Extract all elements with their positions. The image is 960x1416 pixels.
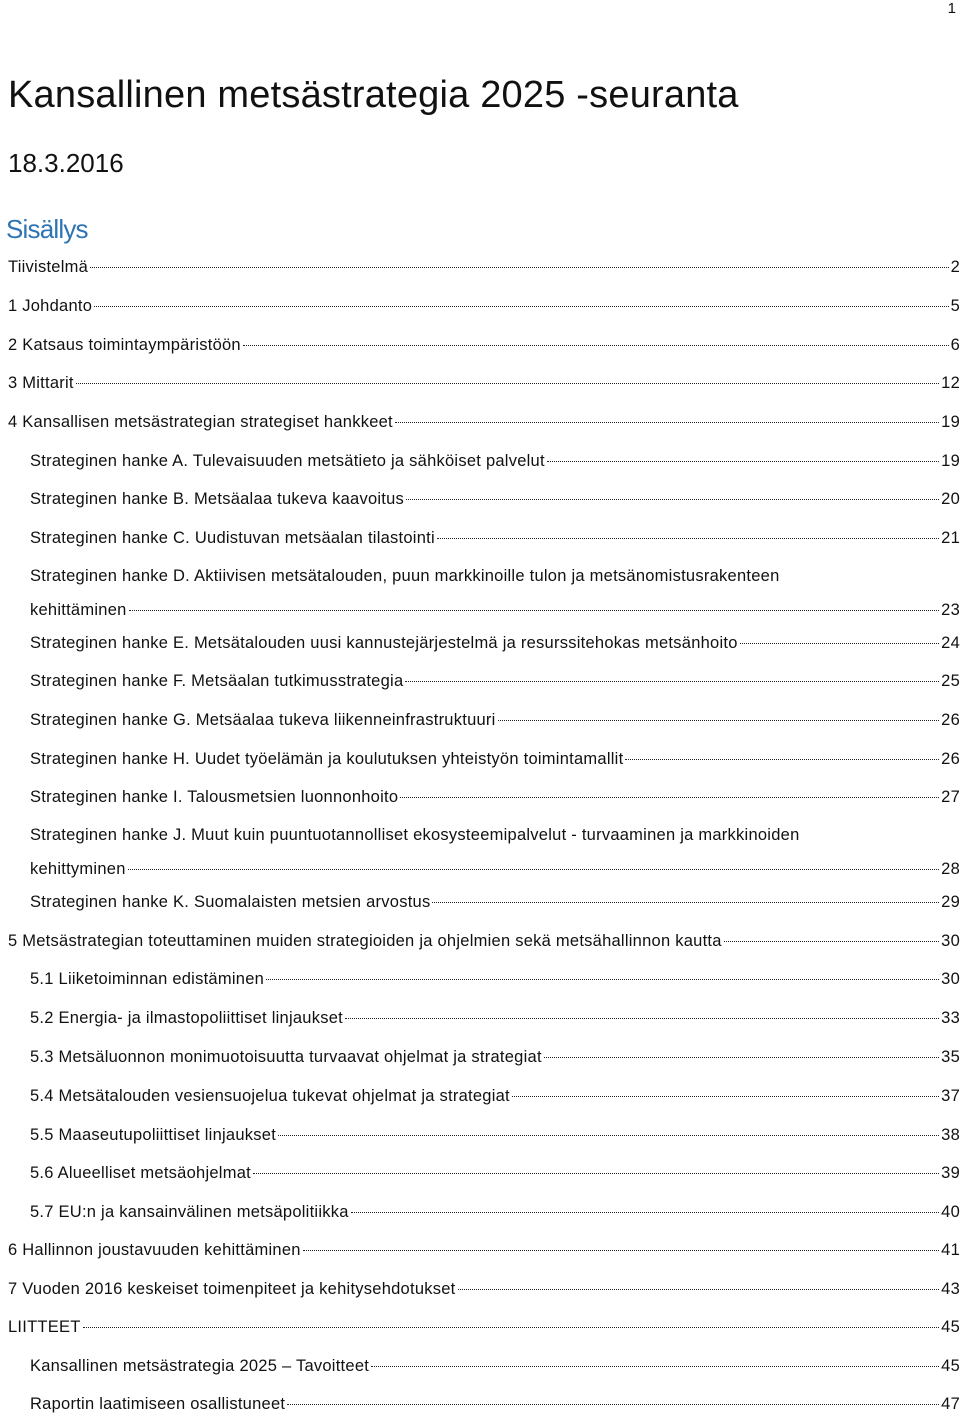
toc-entry-page: 47 <box>941 1395 960 1413</box>
toc-leader <box>740 643 939 644</box>
toc-entry-text-continued: kehittäminen <box>30 601 127 619</box>
toc-entry-text: 5 Metsästrategian toteuttaminen muiden strategioiden ja ohjelmien sekä metsähallinnon kautta <box>8 932 722 950</box>
toc-entry-page: 26 <box>941 750 960 768</box>
toc-entry-text: Strateginen hanke K. Suomalaisten metsien arvostus <box>30 893 431 911</box>
toc-entry-page: 12 <box>941 374 960 392</box>
toc-entry-page: 24 <box>941 634 960 652</box>
toc-entry-text: 5.2 Energia- ja ilmastopoliittiset linjaukset <box>30 1009 343 1027</box>
toc-entry-page: 41 <box>941 1241 960 1259</box>
toc-entry-5-4[interactable] <box>30 1086 960 1106</box>
toc-entry-5-5[interactable] <box>30 1125 960 1145</box>
toc-entry-hanke-i[interactable] <box>30 787 960 807</box>
toc-entry-text: LIITTEET <box>8 1318 81 1336</box>
toc-leader <box>345 1018 939 1019</box>
toc-leader <box>498 720 940 721</box>
toc-entry-5-2[interactable] <box>30 1008 960 1028</box>
toc-entry-tavoitteet[interactable] <box>30 1356 960 1376</box>
toc-entry-text: 6 Hallinnon joustavuuden kehittäminen <box>8 1241 301 1259</box>
toc-entry-osallistuneet[interactable] <box>30 1394 960 1414</box>
toc-entry-toteuttaminen[interactable] <box>8 931 960 951</box>
toc-entry-page: 20 <box>941 490 960 508</box>
toc-entry-strategiset-hankkeet[interactable] <box>8 412 960 432</box>
toc-entry-text: 5.4 Metsätalouden vesiensuojelua tukevat ohjelmat ja strategiat <box>30 1087 510 1105</box>
toc-entry-page: 21 <box>941 529 960 547</box>
toc-entry-tiivistelma[interactable] <box>8 257 960 277</box>
toc-leader <box>371 1366 939 1367</box>
toc-entry-page: 45 <box>941 1357 960 1375</box>
toc-entry-text: Strateginen hanke E. Metsätalouden uusi kannustejärjestelmä ja resurssitehokas metsänhoito <box>30 634 738 652</box>
toc-entry-text: Strateginen hanke B. Metsäalaa tukeva kaavoitus <box>30 490 405 508</box>
toc-entry-text: 5.5 Maaseutupoliittiset linjaukset <box>30 1126 277 1144</box>
toc-entry-text: Kansallinen metsästrategia 2025 – Tavoitteet <box>30 1357 370 1375</box>
toc-leader <box>351 1212 939 1213</box>
toc-entry-text: 5.6 Alueelliset metsäohjelmat <box>30 1164 251 1182</box>
toc-leader <box>128 869 940 870</box>
toc-entry-toimenpiteet[interactable] <box>8 1279 960 1299</box>
toc-leader <box>76 383 939 384</box>
toc-entry-text: 5.1 Liiketoiminnan edistäminen <box>30 970 265 988</box>
toc-entry-katsaus[interactable] <box>8 335 960 355</box>
toc-entry-text: Strateginen hanke C. Uudistuvan metsäalan tilastointi <box>30 529 435 547</box>
toc-entry-page: 30 <box>941 970 960 988</box>
toc-leader <box>129 610 940 611</box>
toc-leader <box>303 1250 939 1251</box>
toc-entry-5-7[interactable] <box>30 1202 960 1222</box>
toc-entry-text: Strateginen hanke I. Talousmetsien luonnonhoito <box>30 788 399 806</box>
toc-leader <box>724 941 939 942</box>
toc-leader <box>278 1135 939 1136</box>
toc-leader <box>547 461 939 462</box>
toc-entry-hanke-a[interactable] <box>30 451 960 471</box>
toc-leader <box>243 345 949 346</box>
toc-entry-text: Strateginen hanke F. Metsäalan tutkimusstrategia <box>30 672 404 690</box>
toc-entry-text: 5.7 EU:n ja kansainvälinen metsäpolitiikka <box>30 1203 349 1221</box>
toc-entry-page: 45 <box>941 1318 960 1336</box>
toc-entry-page: 38 <box>941 1126 960 1144</box>
toc-entry-page: 30 <box>941 932 960 950</box>
toc-leader <box>437 538 939 539</box>
toc-entry-page: 33 <box>941 1009 960 1027</box>
toc-entry-page: 27 <box>941 788 960 806</box>
toc-leader <box>625 759 939 760</box>
toc-entry-text-continued: kehittyminen <box>30 860 126 878</box>
toc-entry-continuation <box>30 600 960 620</box>
toc-entry-text: Strateginen hanke J. Muut kuin puuntuotannolliset ekosysteemipalvelut - turvaaminen ja markkinoiden <box>30 826 800 844</box>
toc-entry-hanke-h[interactable] <box>30 749 960 769</box>
toc-entry-liitteet[interactable] <box>8 1317 960 1337</box>
toc-entry-text: Strateginen hanke D. Aktiivisen metsätalouden, puun markkinoille tulon ja metsänomistusrakenteen <box>30 567 780 585</box>
toc-entry-mittarit[interactable] <box>8 373 960 393</box>
toc-entry-page: 28 <box>941 860 960 878</box>
toc-entry-page: 6 <box>950 336 960 354</box>
toc-leader <box>400 797 939 798</box>
toc-leader <box>395 422 939 423</box>
toc-entry-hallinnon-joustavuus[interactable] <box>8 1240 960 1260</box>
toc-entry-continuation <box>30 859 960 879</box>
toc-entry-hanke-b[interactable] <box>30 489 960 509</box>
toc-leader <box>90 267 949 268</box>
toc-entry-hanke-j[interactable] <box>30 825 960 879</box>
toc-entry-text: Raportin laatimiseen osallistuneet <box>30 1395 286 1413</box>
toc-entry-page: 19 <box>941 452 960 470</box>
toc-entry-5-6[interactable] <box>30 1163 960 1183</box>
toc-leader <box>512 1096 939 1097</box>
toc-leader <box>253 1173 939 1174</box>
toc-entry-text: Strateginen hanke H. Uudet työelämän ja koulutuksen yhteistyön toimintamallit <box>30 750 624 768</box>
toc-leader <box>94 306 948 307</box>
toc-entry-text: 1 Johdanto <box>8 297 93 315</box>
toc-entry-hanke-d[interactable] <box>30 566 960 620</box>
toc-leader <box>83 1327 940 1328</box>
document-date: 18.3.2016 <box>8 148 124 178</box>
toc-entry-page: 40 <box>941 1203 960 1221</box>
toc-entry-page: 25 <box>941 672 960 690</box>
toc-entry-page: 37 <box>941 1087 960 1105</box>
toc-leader <box>406 499 939 500</box>
toc-entry-page: 39 <box>941 1164 960 1182</box>
toc-heading: Sisällys <box>6 214 88 244</box>
toc-entry-page: 5 <box>950 297 960 315</box>
toc-entry-text: 2 Katsaus toimintaympäristöön <box>8 336 241 354</box>
toc-entry-text: 5.3 Metsäluonnon monimuotoisuutta turvaavat ohjelmat ja strategiat <box>30 1048 542 1066</box>
toc-entry-hanke-k[interactable] <box>30 892 960 912</box>
toc-entry-page: 35 <box>941 1048 960 1066</box>
toc-entry-page: 43 <box>941 1280 960 1298</box>
toc-entry-text: Tiivistelmä <box>8 258 89 276</box>
document-title: Kansallinen metsästrategia 2025 -seuranta <box>8 74 739 116</box>
toc-entry-page: 26 <box>941 711 960 729</box>
toc-entry-hanke-c[interactable] <box>30 528 960 548</box>
toc-entry-5-3[interactable] <box>30 1047 960 1067</box>
toc-entry-text: 4 Kansallisen metsästrategian strategiset hankkeet <box>8 413 393 431</box>
toc-leader <box>544 1057 939 1058</box>
toc-leader <box>266 979 939 980</box>
toc-leader <box>287 1404 939 1405</box>
toc-entry-johdanto[interactable] <box>8 296 960 316</box>
toc-entry-text: 7 Vuoden 2016 keskeiset toimenpiteet ja kehitysehdotukset <box>8 1280 456 1298</box>
toc-entry-text: 3 Mittarit <box>8 374 74 392</box>
toc-leader <box>458 1289 940 1290</box>
toc-entry-hanke-g[interactable] <box>30 710 960 730</box>
toc-entry-hanke-e[interactable] <box>30 633 960 653</box>
toc-entry-text: Strateginen hanke G. Metsäalaa tukeva liikenneinfrastruktuuri <box>30 711 496 729</box>
toc-leader <box>405 681 939 682</box>
toc-leader <box>432 902 939 903</box>
toc-entry-hanke-f[interactable] <box>30 671 960 691</box>
toc-entry-page: 19 <box>941 413 960 431</box>
page-number: 1 <box>947 0 956 17</box>
toc-entry-page: 2 <box>950 258 960 276</box>
toc-entry-text: Strateginen hanke A. Tulevaisuuden metsätieto ja sähköiset palvelut <box>30 452 545 470</box>
toc-entry-page: 29 <box>941 893 960 911</box>
toc-entry-5-1[interactable] <box>30 969 960 989</box>
toc-entry-page: 23 <box>941 601 960 619</box>
